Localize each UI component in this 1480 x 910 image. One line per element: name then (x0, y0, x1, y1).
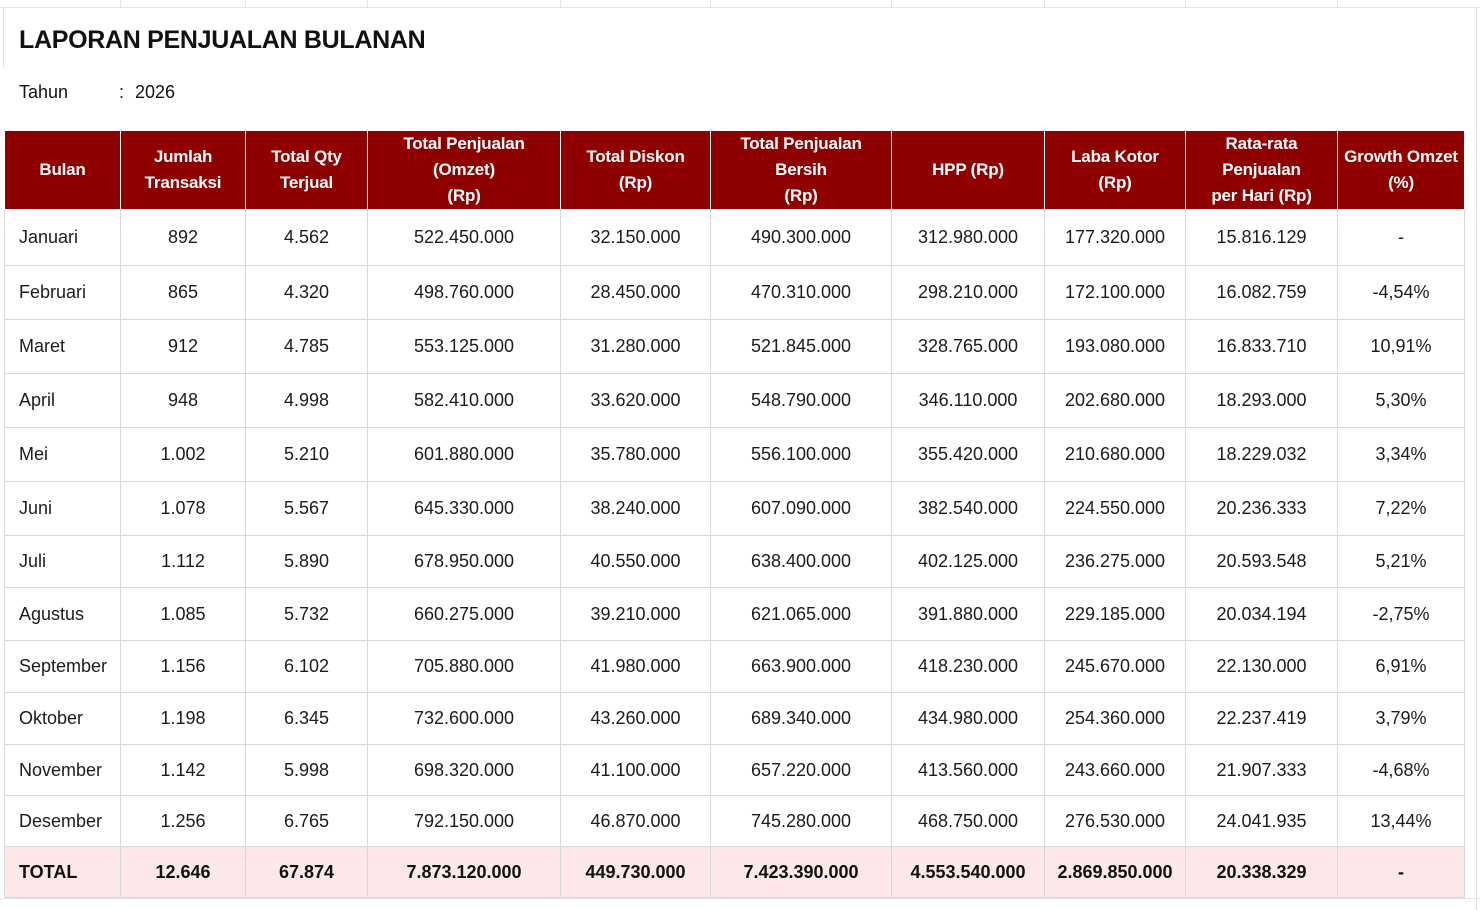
cell-hpp[interactable]: 418.230.000 (892, 641, 1045, 693)
cell-total-diskon[interactable]: 28.450.000 (561, 266, 711, 320)
table-row (5, 428, 1465, 482)
total-cell-growth[interactable]: - (1338, 847, 1465, 898)
cell-jumlah-transaksi[interactable]: 1.142 (121, 745, 246, 796)
cell-jumlah-transaksi[interactable]: 1.112 (121, 536, 246, 588)
cell-rata-rata[interactable]: 20.593.548 (1186, 536, 1338, 588)
cell-growth[interactable]: 13,44% (1338, 796, 1465, 847)
cell-growth[interactable]: 10,91% (1338, 320, 1465, 374)
cell-laba-kotor[interactable]: 229.185.000 (1045, 588, 1186, 641)
cell-total-penjualan[interactable]: 705.880.000 (368, 641, 561, 693)
cell-hpp[interactable]: 391.880.000 (892, 588, 1045, 641)
cell-rata-rata[interactable]: 15.816.129 (1186, 210, 1338, 266)
sales-report-table (4, 130, 1465, 898)
total-cell-hpp[interactable]: 4.553.540.000 (892, 847, 1045, 898)
cell-total-qty[interactable]: 5.732 (246, 588, 368, 641)
header-total-qty[interactable]: Total Qty Terjual (246, 131, 368, 210)
cell-hpp[interactable]: 355.420.000 (892, 428, 1045, 482)
cell-laba-kotor[interactable]: 245.670.000 (1045, 641, 1186, 693)
cell-total-qty[interactable]: 4.562 (246, 210, 368, 266)
cell-total-qty[interactable]: 5.567 (246, 482, 368, 536)
table-row (5, 374, 1465, 428)
cell-total-diskon[interactable]: 33.620.000 (561, 374, 711, 428)
table-footer (5, 847, 1465, 898)
cell-hpp[interactable]: 468.750.000 (892, 796, 1045, 847)
cell-total-diskon[interactable]: 43.260.000 (561, 693, 711, 745)
total-cell-total-qty[interactable]: 67.874 (246, 847, 368, 898)
cell-rata-rata[interactable]: 21.907.333 (1186, 745, 1338, 796)
cell-growth[interactable]: -4,68% (1338, 745, 1465, 796)
cell-laba-kotor[interactable]: 224.550.000 (1045, 482, 1186, 536)
cell-penjualan-bersih[interactable]: 663.900.000 (711, 641, 892, 693)
cell-total-penjualan[interactable]: 553.125.000 (368, 320, 561, 374)
header-laba-kotor[interactable]: Laba Kotor (Rp) (1045, 131, 1186, 210)
cell-laba-kotor[interactable]: 243.660.000 (1045, 745, 1186, 796)
cell-total-diskon[interactable]: 40.550.000 (561, 536, 711, 588)
cell-penjualan-bersih[interactable]: 548.790.000 (711, 374, 892, 428)
cell-rata-rata[interactable]: 16.082.759 (1186, 266, 1338, 320)
cell-total-penjualan[interactable]: 678.950.000 (368, 536, 561, 588)
cell-total-diskon[interactable]: 46.870.000 (561, 796, 711, 847)
cell-total-qty[interactable]: 4.320 (246, 266, 368, 320)
cell-total-penjualan[interactable]: 582.410.000 (368, 374, 561, 428)
gridline-left (3, 8, 4, 68)
cell-total-qty[interactable]: 5.998 (246, 745, 368, 796)
total-cell-laba-kotor[interactable]: 2.869.850.000 (1045, 847, 1186, 898)
header-total-diskon[interactable]: Total Diskon (Rp) (561, 131, 711, 210)
cell-jumlah-transaksi[interactable]: 948 (121, 374, 246, 428)
header-penjualan-bersih[interactable]: Total Penjualan Bersih (Rp) (711, 131, 892, 210)
total-cell-rata-rata[interactable]: 20.338.329 (1186, 847, 1338, 898)
cell-month[interactable]: November (5, 745, 121, 796)
header-rata-rata[interactable]: Rata-rata Penjualan per Hari (Rp) (1186, 131, 1338, 210)
cell-growth[interactable]: 5,21% (1338, 536, 1465, 588)
total-cell-jumlah-transaksi[interactable]: 12.646 (121, 847, 246, 898)
cell-total-penjualan[interactable]: 601.880.000 (368, 428, 561, 482)
cell-total-qty[interactable]: 6.345 (246, 693, 368, 745)
cell-growth[interactable]: 3,79% (1338, 693, 1465, 745)
cell-laba-kotor[interactable]: 193.080.000 (1045, 320, 1186, 374)
cell-total-qty[interactable]: 6.765 (246, 796, 368, 847)
cell-jumlah-transaksi[interactable]: 1.198 (121, 693, 246, 745)
cell-growth[interactable]: 6,91% (1338, 641, 1465, 693)
cell-month[interactable]: September (5, 641, 121, 693)
cell-jumlah-transaksi[interactable]: 912 (121, 320, 246, 374)
cell-laba-kotor[interactable]: 276.530.000 (1045, 796, 1186, 847)
table-row (5, 536, 1465, 588)
table-row (5, 796, 1465, 847)
cell-rata-rata[interactable]: 20.236.333 (1186, 482, 1338, 536)
cell-penjualan-bersih[interactable]: 657.220.000 (711, 745, 892, 796)
cell-growth[interactable]: 5,30% (1338, 374, 1465, 428)
table-row (5, 588, 1465, 641)
cell-total-diskon[interactable]: 31.280.000 (561, 320, 711, 374)
cell-growth[interactable]: 3,34% (1338, 428, 1465, 482)
cell-hpp[interactable]: 312.980.000 (892, 210, 1045, 266)
cell-hpp[interactable]: 413.560.000 (892, 745, 1045, 796)
cell-total-penjualan[interactable]: 498.760.000 (368, 266, 561, 320)
table-body (5, 210, 1465, 847)
cell-penjualan-bersih[interactable]: 621.065.000 (711, 588, 892, 641)
header-total-penjualan[interactable]: Total Penjualan (Omzet) (Rp) (368, 131, 561, 210)
cell-total-qty[interactable]: 4.785 (246, 320, 368, 374)
cell-total-penjualan[interactable]: 698.320.000 (368, 745, 561, 796)
cell-laba-kotor[interactable]: 202.680.000 (1045, 374, 1186, 428)
table-row (5, 745, 1465, 796)
header-growth[interactable]: Growth Omzet (%) (1338, 131, 1465, 210)
year-label[interactable]: Tahun (19, 82, 69, 102)
cell-month[interactable]: Desember (5, 796, 121, 847)
cell-month[interactable]: Maret (5, 320, 121, 374)
cell-total-diskon[interactable]: 32.150.000 (561, 210, 711, 266)
cell-rata-rata[interactable]: 24.041.935 (1186, 796, 1338, 847)
cell-penjualan-bersih[interactable]: 607.090.000 (711, 482, 892, 536)
header-hpp[interactable]: HPP (Rp) (892, 131, 1045, 210)
cell-jumlah-transaksi[interactable]: 1.156 (121, 641, 246, 693)
cell-total-qty[interactable]: 4.998 (246, 374, 368, 428)
cell-hpp[interactable]: 298.210.000 (892, 266, 1045, 320)
cell-month[interactable]: Mei (5, 428, 121, 482)
cell-growth[interactable]: -2,75% (1338, 588, 1465, 641)
cell-total-penjualan[interactable]: 792.150.000 (368, 796, 561, 847)
table-row (5, 266, 1465, 320)
cell-total-diskon[interactable]: 39.210.000 (561, 588, 711, 641)
table-row (5, 693, 1465, 745)
table-row (5, 210, 1465, 266)
cell-total-qty[interactable]: 5.210 (246, 428, 368, 482)
cell-rata-rata[interactable]: 18.293.000 (1186, 374, 1338, 428)
table-row (5, 320, 1465, 374)
cell-jumlah-transaksi[interactable]: 865 (121, 266, 246, 320)
cell-rata-rata[interactable]: 16.833.710 (1186, 320, 1338, 374)
cell-total-diskon[interactable]: 41.100.000 (561, 745, 711, 796)
cell-jumlah-transaksi[interactable]: 1.256 (121, 796, 246, 847)
total-cell-penjualan-bersih[interactable]: 7.423.390.000 (711, 847, 892, 898)
cell-total-qty[interactable]: 5.890 (246, 536, 368, 588)
cell-laba-kotor[interactable]: 210.680.000 (1045, 428, 1186, 482)
cell-month[interactable]: April (5, 374, 121, 428)
cell-laba-kotor[interactable]: 236.275.000 (1045, 536, 1186, 588)
cell-total-diskon[interactable]: 38.240.000 (561, 482, 711, 536)
year-separator: : (119, 82, 125, 102)
cell-penjualan-bersih[interactable]: 521.845.000 (711, 320, 892, 374)
total-row (5, 847, 1465, 898)
cell-hpp[interactable]: 434.980.000 (892, 693, 1045, 745)
cell-rata-rata[interactable]: 22.130.000 (1186, 641, 1338, 693)
table-header (5, 131, 1465, 210)
cell-month[interactable]: Oktober (5, 693, 121, 745)
cell-month[interactable]: Februari (5, 266, 121, 320)
year-row (19, 82, 175, 103)
cell-jumlah-transaksi[interactable]: 1.002 (121, 428, 246, 482)
cell-jumlah-transaksi[interactable]: 1.085 (121, 588, 246, 641)
cell-growth[interactable]: - (1338, 210, 1465, 266)
cell-penjualan-bersih[interactable]: 470.310.000 (711, 266, 892, 320)
total-cell-month[interactable]: TOTAL (5, 847, 121, 898)
cell-total-penjualan[interactable]: 645.330.000 (368, 482, 561, 536)
cell-laba-kotor[interactable]: 172.100.000 (1045, 266, 1186, 320)
cell-total-penjualan[interactable]: 732.600.000 (368, 693, 561, 745)
total-cell-total-diskon[interactable]: 449.730.000 (561, 847, 711, 898)
cell-hpp[interactable]: 382.540.000 (892, 482, 1045, 536)
cell-hpp[interactable]: 346.110.000 (892, 374, 1045, 428)
table-row (5, 641, 1465, 693)
cell-rata-rata[interactable]: 18.229.032 (1186, 428, 1338, 482)
cell-month[interactable]: Juli (5, 536, 121, 588)
cell-laba-kotor[interactable]: 254.360.000 (1045, 693, 1186, 745)
cell-rata-rata[interactable]: 22.237.419 (1186, 693, 1338, 745)
cell-month[interactable]: Januari (5, 210, 121, 266)
cell-total-diskon[interactable]: 35.780.000 (561, 428, 711, 482)
column-grid-strip (0, 0, 1480, 8)
cell-total-penjualan[interactable]: 522.450.000 (368, 210, 561, 266)
cell-month[interactable]: Juni (5, 482, 121, 536)
total-cell-total-penjualan[interactable]: 7.873.120.000 (368, 847, 561, 898)
cell-laba-kotor[interactable]: 177.320.000 (1045, 210, 1186, 266)
cell-hpp[interactable]: 402.125.000 (892, 536, 1045, 588)
cell-jumlah-transaksi[interactable]: 1.078 (121, 482, 246, 536)
cell-penjualan-bersih[interactable]: 638.400.000 (711, 536, 892, 588)
cell-penjualan-bersih[interactable]: 490.300.000 (711, 210, 892, 266)
header-jumlah-transaksi[interactable]: Jumlah Transaksi (121, 131, 246, 210)
report-title[interactable]: LAPORAN PENJUALAN BULANAN (19, 26, 426, 54)
gridline-bottom (0, 898, 1480, 910)
cell-total-diskon[interactable]: 41.980.000 (561, 641, 711, 693)
year-value[interactable]: 2026 (135, 82, 176, 102)
cell-month[interactable]: Agustus (5, 588, 121, 641)
cell-total-qty[interactable]: 6.102 (246, 641, 368, 693)
cell-growth[interactable]: 7,22% (1338, 482, 1465, 536)
cell-penjualan-bersih[interactable]: 745.280.000 (711, 796, 892, 847)
cell-penjualan-bersih[interactable]: 556.100.000 (711, 428, 892, 482)
table-row (5, 482, 1465, 536)
gridline-right (1476, 8, 1477, 910)
cell-growth[interactable]: -4,54% (1338, 266, 1465, 320)
cell-rata-rata[interactable]: 20.034.194 (1186, 588, 1338, 641)
header-row (5, 131, 1465, 210)
cell-jumlah-transaksi[interactable]: 892 (121, 210, 246, 266)
cell-hpp[interactable]: 328.765.000 (892, 320, 1045, 374)
cell-penjualan-bersih[interactable]: 689.340.000 (711, 693, 892, 745)
cell-total-penjualan[interactable]: 660.275.000 (368, 588, 561, 641)
header-bulan[interactable]: Bulan (5, 131, 121, 210)
